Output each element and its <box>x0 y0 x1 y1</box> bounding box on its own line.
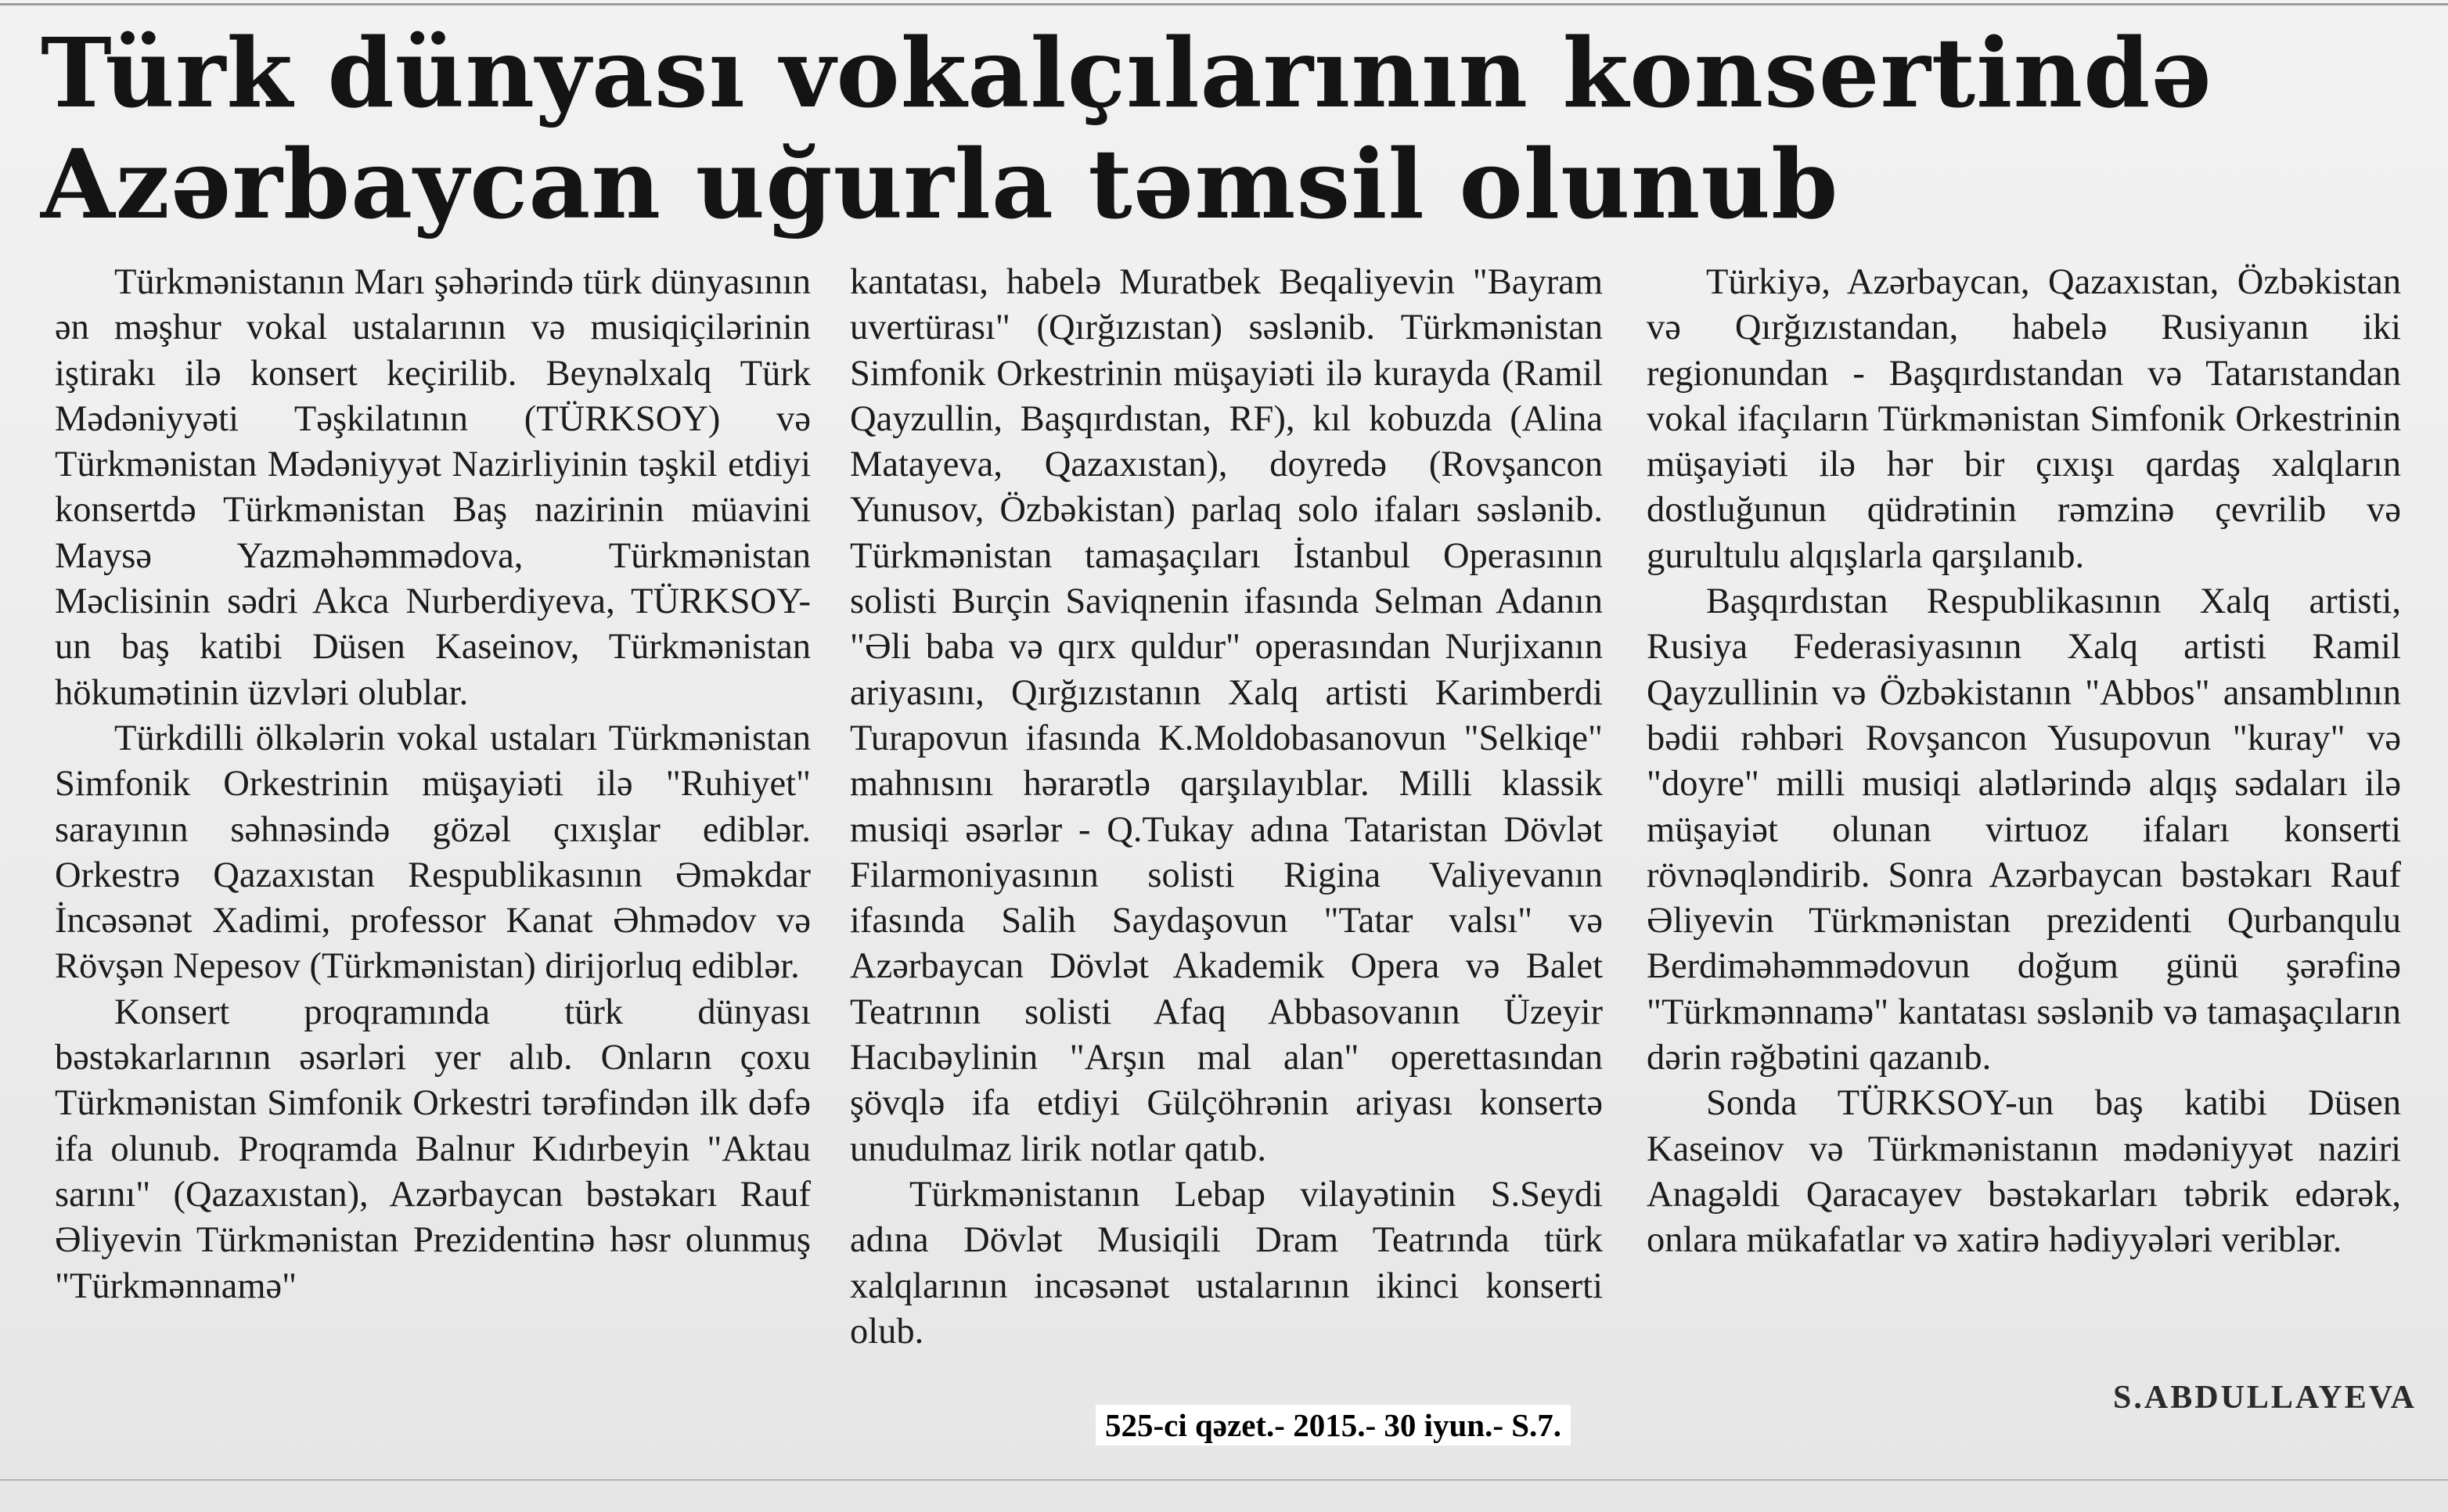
headline-line-1: Türk dünyası vokalçılarının konsertində <box>41 16 2213 129</box>
headline-line-2: Azərbaycan uğurla təmsil olunub <box>41 128 1839 240</box>
paragraph: Türkmənistanın Lebap vilayətinin S.Seydi adına Dövlət Musiqili Dram Teatrında türk xalqlarının incəsənət ustalarının ikinci konserti olub. <box>850 1174 1603 1352</box>
paragraph: Türkiyə, Azərbaycan, Qazaxıstan, Özbəkistan və Qırğızıstandan, habelə Rusiyanın iki regionundan - Başqırdıstandan və Tatarıstandan vokal ifaçıların Türkmənistan Simfonik Orkestrinin müşayiəti ilə hər bir çıxışı qardaş xalqların dostluğunun qüdrətinin rəmzinə çevrilib və gurultulu alqışlarla qarşılanıb. <box>1647 262 2401 576</box>
author-signature: S.ABDULLAYEVA <box>2113 1380 2417 1416</box>
paragraph: Konsert proqramında türk dünyası bəstəkarlarının əsərləri yer alıb. Onların çoxu Türkmənistan Simfonik Orkestri tərəfindən ilk dəfə ifa olunub. Proqramda Balnur Kıdırbeyin "Aktau sarını" (Qazaxıstan), Azərbaycan bəstəkarı Rauf Əliyevin Türkmənistan Prezidentinə həsr olunmuş "Türkmənnamə" <box>55 992 811 1306</box>
paragraph: Türkdilli ölkələrin vokal ustaları Türkmənistan Simfonik Orkestrinin müşayiəti ilə "Ruhiyet" sarayının səhnəsində gözəl çıxışlar ediblər. Orkestrə Qazaxıstan Respublikasının Əməkdar İncəsənət Xadimi, professor Kanat Əhmədov və Rövşən Nepesov (Türkmənistan) dirijorluq ediblər. <box>55 718 811 987</box>
article-column-3 <box>1647 260 2401 1264</box>
top-rule <box>0 3 2448 5</box>
paragraph: Sonda TÜRKSOY-un baş katibi Düsen Kaseinov və Türkmənistanın mədəniyyət naziri Anagəldi Qaracayev bəstəkarları təbrik edərək, onlara mükafatlar və xatirə hədiyyələri veriblər. <box>1647 1083 2401 1261</box>
paragraph: Türkmənistanın Marı şəhərində türk dünyasının ən məşhur vokal ustalarının və musiqiçilərinin iştirakı ilə konsert keçirilib. Beynəlxalq Türk Mədəniyyəti Təşkilatının (TÜRKSOY) və Türkmənistan Mədəniyyət Nazirliyinin təşkil etdiyi konsertdə Türkmənistan Baş nazirinin müavini Maysə Yazməhəmmədova, Türkmənistan Məclisinin sədri Akca Nurberdiyeva, TÜRKSOY-un baş katibi Düsen Kaseinov, Türkmənistan hökumətinin üzvləri olublar. <box>55 262 811 713</box>
paragraph: Başqırdıstan Respublikasının Xalq artisti, Rusiya Federasiyasının Xalq artisti Ramil Qayzullinin və Özbəkistanın "Abbos" ansamblının bədii rəhbəri Rovşancon Yusupovun "kuray" və "doyre" milli musiqi alətlərində alqış sədaları ilə müşayiət olunan virtuoz ifaları konserti rövnəqləndirib. Sonra Azərbaycan bəstəkarı Rauf Əliyevin Türkmənistan prezidenti Qurbanqulu Berdiməhəmmədovun doğum günü şərəfinə "Türkmənnamə" kantatası səslənib və tamaşaçıların dərin rəğbətini qazanıb. <box>1647 581 2401 1078</box>
source-citation: 525-ci qəzet.- 2015.- 30 iyun.- S.7. <box>1096 1405 1571 1445</box>
article-column-1 <box>55 260 811 1309</box>
article-headline <box>41 17 2342 239</box>
paragraph: kantatası, habelə Muratbek Beqaliyevin "Bayram uvertürası" (Qırğızıstan) səslənib. Türkmənistan Simfonik Orkestrinin müşayiəti ilə kurayda (Ramil Qayzullin, Başqırdıstan, RF), kıl kobuzda (Alina Matayeva, Qazaxıstan), doyredə (Rovşancon Yunusov, Özbəkistan) parlaq solo ifaları səslənib. Türkmənistan tamaşaçıları İstanbul Operasının solisti Burçin Saviqnenin ifasında Selman Adanın "Əli baba və qırx quldur" operasından Nurjixanın ariyasını, Qırğızıstanın Xalq artisti Karimberdi Turapovun ifasında K.Moldobasanovun "Selkiqe" mahnısını hərarətlə qarşılayıblar. Milli klassik musiqi əsərlər - Q.Tukay adına Tataristan Dövlət Filarmoniyasının solisti Rigina Valiyevanın ifasında Salih Saydaşovun "Tatar valsı" və Azərbaycan Dövlət Akademik Opera və Balet Teatrının solisti Afaq Abbasovanın Üzeyir Hacıbəylinin "Arşın mal alan" operettasından şövqlə ifa etdiyi Gülçöhrənin ariyası konsertə unudulmaz lirik notlar qatıb. <box>850 262 1603 1169</box>
bottom-rule <box>0 1479 2448 1481</box>
article-column-2 <box>850 260 1603 1355</box>
